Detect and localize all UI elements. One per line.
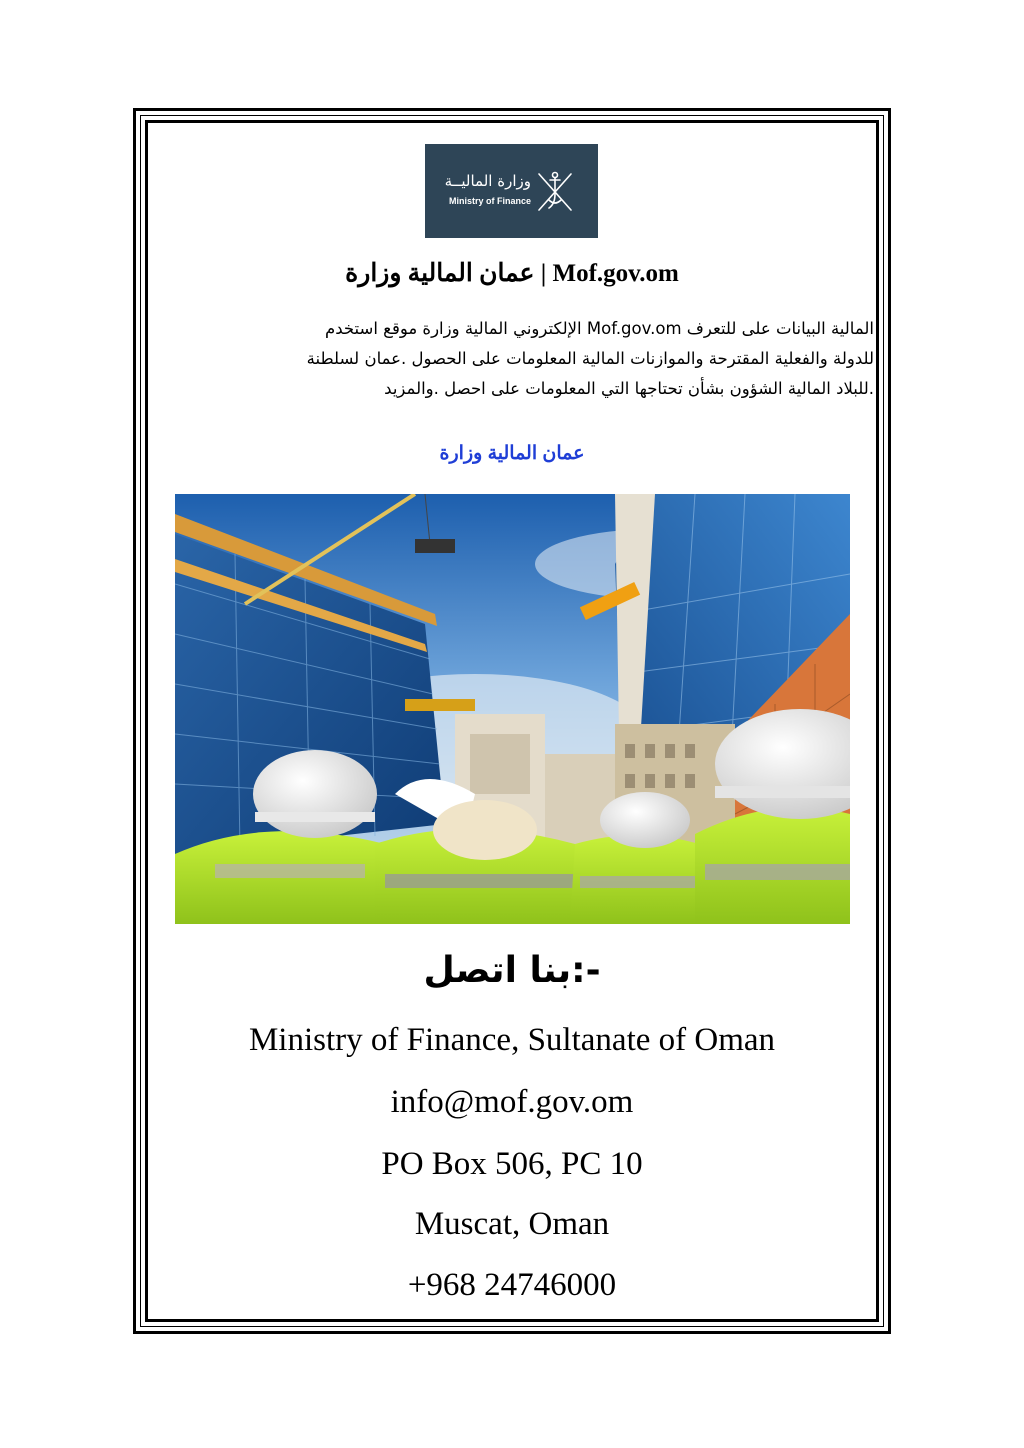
ministry-link[interactable]: عمان المالية وزارة <box>439 443 585 464</box>
contact-organization: Ministry of Finance, Sultanate of Oman <box>248 1022 776 1058</box>
oman-khanjar-emblem-icon <box>425 144 598 238</box>
description-line: المالية البيانات على للتعرف Mof.gov.om الإلكتروني المالية وزارة موقع استخدم <box>325 319 874 338</box>
description-line: للدولة والفعلية المقترحة والموازنات المالية المعلومات على الحصول .عمان لسلطنة <box>306 349 874 368</box>
contact-heading: -:بنا اتصل <box>423 950 601 991</box>
contact-city: Muscat, Oman <box>414 1206 610 1242</box>
logo-arabic-text: وزارة الماليــة <box>444 172 531 190</box>
logo-english-text: Ministry of Finance <box>448 196 531 206</box>
description-line: .للبلاد المالية الشؤون بشأن تحتاجها التي المعلومات على احصل .والمزيد <box>384 379 874 398</box>
construction-workers-photo <box>175 494 850 924</box>
contact-phone[interactable]: +968 24746000 <box>407 1267 617 1303</box>
contact-email[interactable]: info@mof.gov.om <box>390 1084 634 1120</box>
contact-po-box: PO Box 506, PC 10 <box>381 1146 643 1182</box>
ministry-logo <box>425 144 598 238</box>
description-paragraph <box>150 314 874 404</box>
page-title: Mof.gov.om | عمان المالية وزارة <box>345 260 679 287</box>
